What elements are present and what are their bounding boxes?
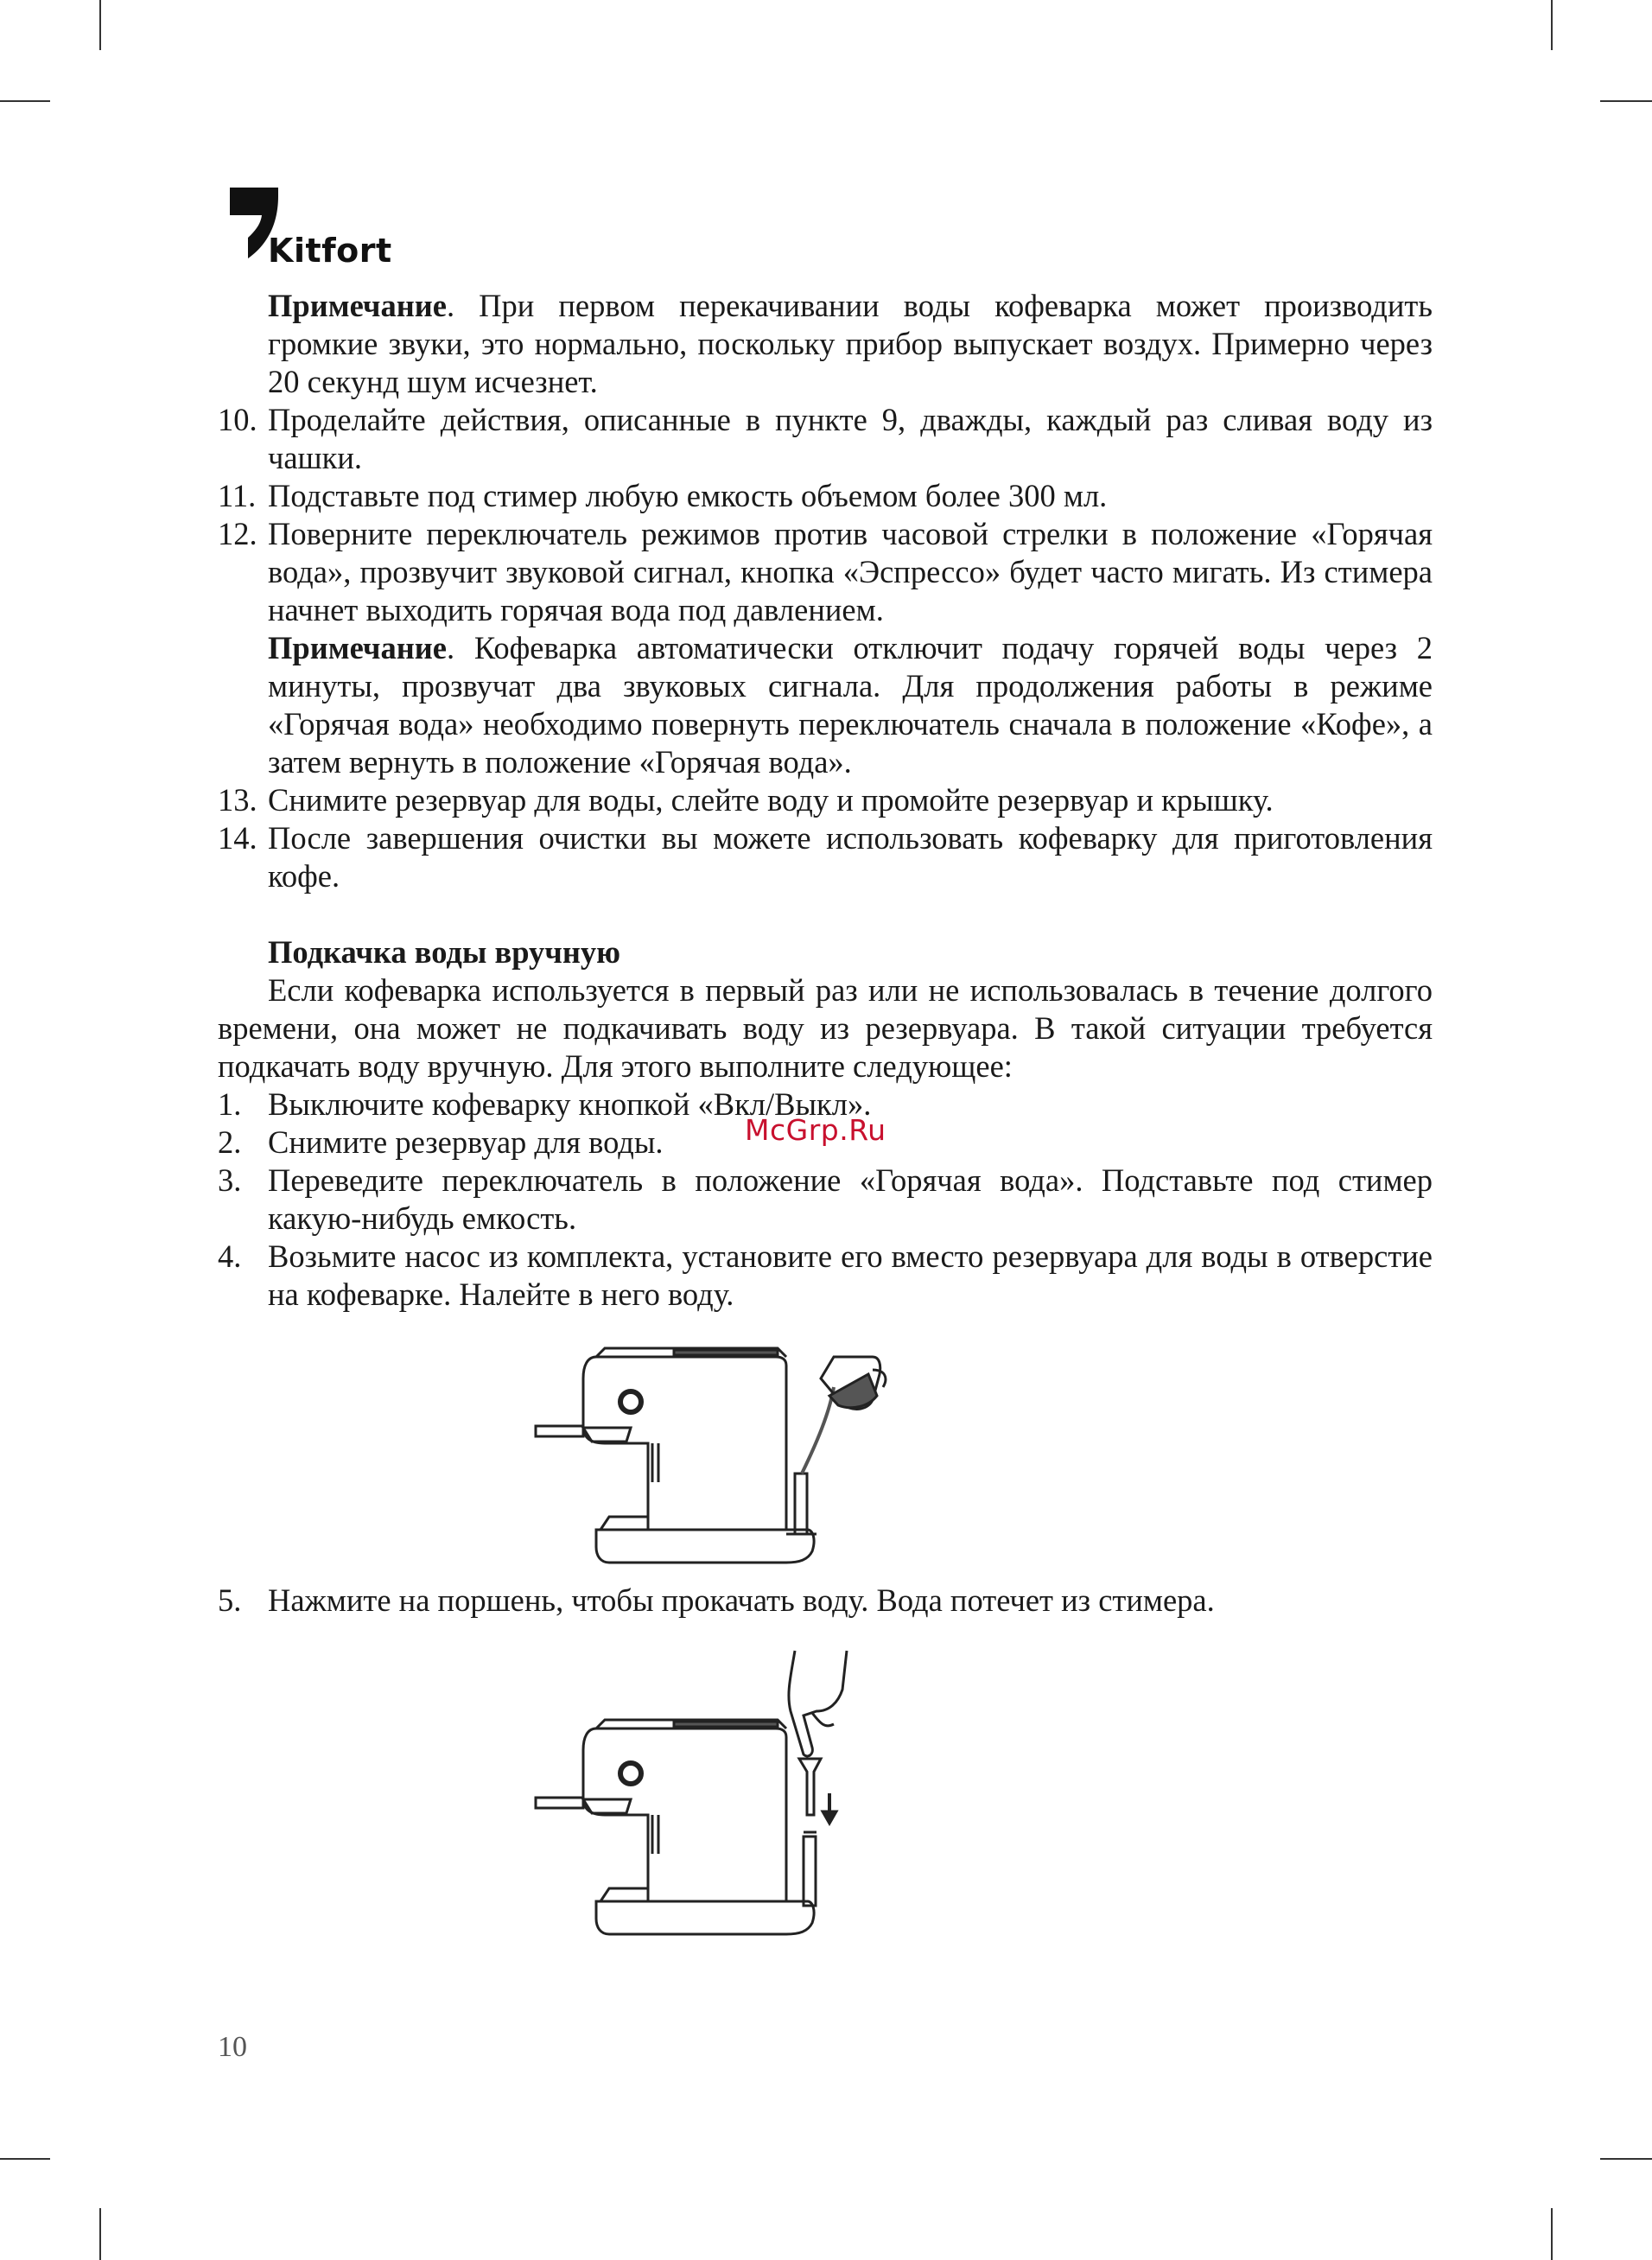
list-text: Возьмите насос из комплекта, установите его вместо резервуара для воды в отверстие на кофеварке. Налейте в него воду. [268,1238,1433,1312]
list-number: 2. [218,1124,242,1160]
list-number: 13. [218,782,257,818]
list-item [218,1162,1433,1238]
crop-mark [1600,100,1652,102]
list-text: Подставьте под стимер любую емкость объемом более 300 мл. [268,478,1108,513]
list-item [218,1582,1215,1620]
list-text: Нажмите на поршень, чтобы прокачать воду. Вода потечет из стимера. [268,1582,1215,1618]
document-body [218,287,1433,1314]
list-text: Проделайте действия, описанные в пункте 9, дважды, каждый раз сливая воду из чашки. [268,402,1433,475]
section-intro: Если кофеварка используется в первый раз или не использовалась в течение долгого времени, она может не подкачивать воду из резервуара. В такой ситуации требуется подкачать воду вручную. Для этого выполните следующее: [218,972,1433,1084]
list-number: 5. [218,1582,242,1618]
list-text: Снимите резервуар для воды. [268,1124,664,1160]
crop-mark [1551,0,1553,50]
crop-mark [0,2158,50,2160]
crop-mark [99,0,101,50]
list-text: После завершения очистки вы можете использовать кофеварку для приготовления кофе. [268,820,1433,894]
section-heading: Подкачка воды вручную [268,934,621,970]
watermark: McGrp.Ru [745,1113,886,1147]
note-label: Примечание [268,288,447,323]
note-label: Примечание [268,630,447,665]
list-text: Переведите переключатель в положение «Горячая вода». Подставьте под стимер какую-нибудь емкость. [268,1162,1433,1236]
list-item [218,781,1433,819]
list-item [218,515,1433,629]
brand-name: Kitfort [268,232,392,270]
list-text: Выключите кофеварку кнопкой «Вкл/Выкл». [268,1086,872,1122]
list-number: 4. [218,1238,242,1274]
list-text: Снимите резервуар для воды, слейте воду и промойте резервуар и крышку. [268,782,1274,818]
list-number: 11. [218,478,257,513]
page-number: 10 [218,2031,247,2063]
note-text: . Кофеварка автоматически отключит подачу горячей воды через 2 минуты, прозвучат два звуковых сигнала. Для продолжения работы в режиме «Горячая вода» необходимо повернуть переключатель сначала в положение «Кофе», а затем вернуть в положение «Горячая вода». [268,630,1433,780]
list-number: 1. [218,1086,242,1122]
list-item [218,477,1433,515]
list-number: 14. [218,820,257,856]
intro-note [218,287,1433,401]
crop-mark [99,2208,101,2260]
list-number: 12. [218,516,257,551]
crop-mark [1600,2158,1652,2160]
list-number: 10. [218,402,257,437]
list-text: Поверните переключатель режимов против часовой стрелки в положение «Горячая вода», прозвучит звуковой сигнал, кнопка «Эспрессо» будет часто мигать. Из стимера начнет выходить горячая вода под давлением. [268,516,1433,627]
note-text: . При первом перекачивании воды кофеварка может производить громкие звуки, это нормально, поскольку прибор выпускает воздух. Примерно через 20 секунд шум исчезнет. [268,288,1433,399]
coffee-machine-pump-illustration [527,1642,873,1953]
list-item [218,1238,1433,1314]
coffee-machine-pour-illustration [527,1331,916,1573]
note-2 [218,629,1433,781]
list-number: 3. [218,1162,242,1198]
list-item [218,819,1433,895]
crop-mark [1551,2208,1553,2260]
list-item [218,401,1433,477]
crop-mark [0,100,50,102]
